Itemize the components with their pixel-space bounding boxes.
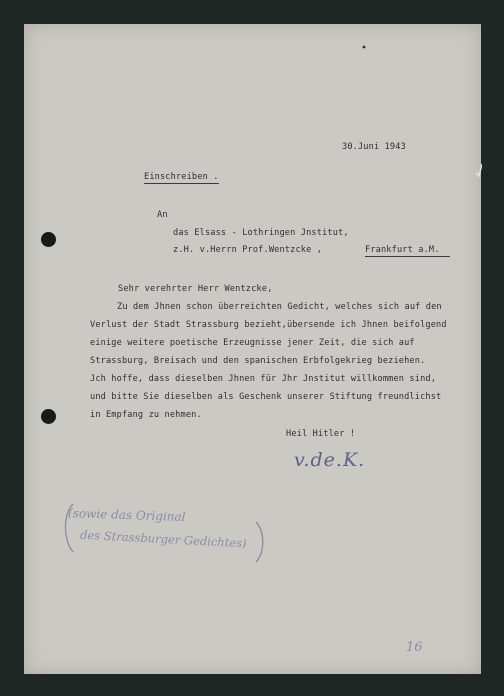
ink-speck	[361, 44, 369, 50]
margin-note-line-2: des Strassburger Gedichtes)	[79, 527, 247, 551]
signature: v.de.K.	[294, 449, 366, 471]
recipient-intro: An	[157, 210, 168, 220]
page-number: 16	[406, 640, 423, 655]
body-line: und bitte Sie dieselben als Geschenk unserer Stiftung freundlichst	[90, 392, 442, 402]
recipient-person: z.H. v.Herrn Prof.Wentzcke ,	[173, 245, 323, 255]
punch-hole-top	[41, 232, 56, 247]
salutation: Sehr verehrter Herr Wentzcke,	[118, 284, 273, 294]
body-line: Jch hoffe, dass dieselben Jhnen für Jhr Jnstitut willkommen sind,	[90, 374, 437, 384]
body-line: einige weitere poetische Erzeugnisse jener Zeit, die sich auf	[90, 338, 415, 348]
letter-date: 30.Juni 1943	[342, 142, 406, 152]
body-line: Strassburg, Breisach und den spanischen Erbfolgekrieg beziehen.	[90, 356, 426, 366]
punch-hole-bottom	[41, 409, 56, 424]
letter-page	[24, 24, 481, 674]
bracket-right-icon	[254, 520, 268, 564]
check-mark	[476, 164, 482, 178]
closing: Heil Hitler !	[286, 429, 356, 439]
body-line: Zu dem Jhnen schon überreichten Gedicht, welches sich auf den	[117, 302, 442, 312]
recipient-city: Frankfurt a.M.	[365, 245, 450, 257]
recipient-institution: das Elsass - Lothringen Jnstitut,	[173, 228, 349, 238]
margin-note-line-1: (sowie das Original	[67, 505, 186, 525]
body-line: Verlust der Stadt Strassburg bezieht,übersende ich Jhnen beifolgend	[90, 320, 447, 330]
delivery-method: Einschreiben .	[144, 172, 219, 182]
body-line: in Empfang zu nehmen.	[90, 410, 202, 420]
